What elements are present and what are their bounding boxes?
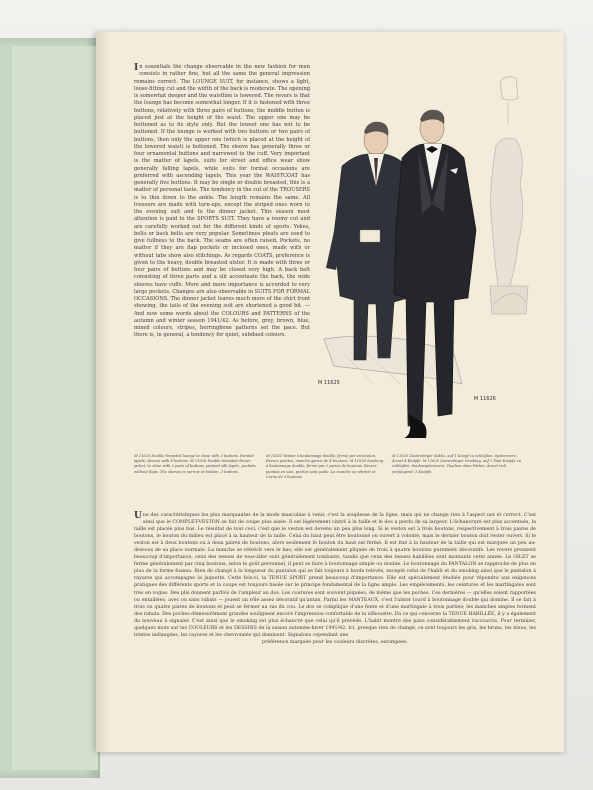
french-article-text: ne des caractéristiques les plus marquantes de la mode masculine à venir, c'est la souplesse de la ligne, mais qui ne change rien à l'aspect net et correct. C'est ainsi que le COMPLET-VESTON se fait de coupe plus aisée. Il est légèrement cintré à la taille et le dos a perdu de sa largeur. L'échancrure est plus accentuée, la taille est placée plus bas. Le résultat de tout ceci, c'est que le veston est devenu un peu plus long. Si le veston est à trois boutons, respectivement à trois paires de boutons, le bouton du milieu est placé à la hauteur de la taille. Celui du haut peut être boutonné ou ouvert à volonté, mais le dernier bouton doit rester ouvert. Si le veston est à deux boutons ou à deux paires de boutons, alors seulement le bouton du haut est fermé. Il est fixé à la hauteur de la taille qui est marquée un peu au-dessous de sa place normale. La manche se rétrécit vers le bas; elle est généralement pliquée de trois à quatre boutons purement décoratifs. Les revers prennent beaucoup d'importance; ceux des tenues de tous-aller sont généralement tombants, tandis que ceux des tenues habillées sont montants cette année. Le GILET se ferme généralement par cinq boutons; selon le goût personnel, il peut se faire à boutonnage simple ou double. Le boutonnage du PANTALON se rapproche de plus en plus de la forme fuseau. Rien de changé à la longueur du pantalon qui se fait toujours à bords relevés, excepté celui de l'habit et du smoking ainsi que le pantalon à rayures qui accompagne la jaquette. Cette fois-ci, la TENUE SPORT prend beaucoup d'importance. Elle est spécialement étudiée pour répondre aux exigences pratiques des différents sports et la coupe est toujours basée sur le principe fondamental de la ligne ample. Les empiècements, les ceintures et les martingales sont très en vogue. Des plis donnent parfois de l'ampleur au dos. Les coutures sont souvent piquées, de même que les poches. Ces dernières — qu'elles soient rapportées ou entaillées, avec ou sans rabats — jouent un rôle assez décoratif qu'antan. Parmi les MANTEAUX, c'est l'ulster lourd à boutonnage double qui domine. Il se fait à trois ou quatre paires de boutons et peut se fermer au ras du cou. Le dos se complique d'une fente et d'une martingale à trois parties; les manches amples forment des rabats. Des poches démesurément grandes soulignent encore l'impression confortable de la silhouette. En ce qui concerne la TENUE HABILLÉE, il y a également du nouveau à signaler. C'est ainsi que le smoking est plus échancré que celui qu'il précède. L'habit montre des pans considérablement raccourcis. Pour terminer, quelques mots sur les COULEURS et les DESSINS de la saison automne-hiver 1941/42. Ici, presque rien de changé, ce sont toujours les gris, les bruns, les bleus, les teintes mélangées, les rayures et les chevronnés qui dominent. Signalons cependant une xyxy=(134,513,536,638)
dropcap-u: U xyxy=(134,511,142,521)
figure-label-left: M 11625 xyxy=(318,380,340,386)
magazine-page xyxy=(96,32,564,752)
french-article-last-line: préférence marquée pour les couleurs discrètes, estompées. xyxy=(262,639,408,645)
english-article xyxy=(134,64,310,340)
dropcap-i: I xyxy=(134,63,139,73)
caption-english: M 11625 Double breasted lounge to close with 3 buttons. Pointed lapels, sleeves with 4 buttons. M 11626 Double breasted dinner jacket, to close with 2 pairs of buttons, pointed silk lapels, pockets without flaps. The sleeves is narrow at bottom, 3 buttons. xyxy=(134,454,256,474)
figure-label-right: M 11626 xyxy=(474,396,496,402)
statue-sketch xyxy=(490,77,528,314)
cover-inner-panel xyxy=(12,46,98,770)
english-article-text: n essentials the change observable in the new fashion for men consists in rather fine, but all the same the general impression remains correct. The LOUNGE SUIT, for instance, shows a light, loose-fitting cut and the width of the back is moderate. The opening is somewhat deeper and the waistline is lowered. The revers is that the lounge has become somewhat longer. If it is fastened with three buttons, relatively with three pairs of buttons, the middle button is placed just at the height of the waist. The upper one may be buttoned as to fix style only. But the lowest one has not to be buttoned. If the lounge is worked with two buttons or two pairs of buttons, then only the upper one (which is placed at the height of the lowered waist) is buttoned. The sleeve has generally three or four ornamental buttons and narrowed to the cuff. Very important is the matter of lapels, suits for street and office wear show generally falling lapels, while suits for formal occasions are preferred with ascending lapels. This year the WAISTCOAT has generally five buttons. It may be single or double breasted, this is a matter of personal taste. The tendency in the cut of the TROUSERS is to thin down to the ankle. The length remains the same. All trousers are made with turn-ups, except the striped ones worn to the evening suit and to the dinner jacket. This season most attention is paid to the SPORTS SUIT. They have a roomy cut and are carefully worked out for the different kinds of sports. Yokes, belts or back belts are very popular. Sometimes pleats are used to give fullness to the back. The seams are often raised. Pockets, no matter if they are flap pockets or inclosed ones, made with or without tabs show also stitchings. As regards COATS, preference is given to the heavy, double breasted ulster. It is made with three or four pairs of buttons and may be closed very high. A back belt consisting of three parts and a slit accentuate the back, the wide sleeves have cuffs. More and more importance is accorded to very large pockets. Changes are also observable in SUITS FOR FORMAL OCCASIONS. The dinner jacket leaves much more of the shirt front showing, the tails of the evening suit are shortened a good bit. — And now some words about the COLOURS and PATTERNS of the autumn and winter season 1941/42. As before, grey, brown, blue, mixed colours, stripes, herringbone patterns set the pace. But there is, in general, a tendency for quiet, subdued colours. xyxy=(134,64,310,339)
fashion-illustration xyxy=(304,54,550,454)
caption-french: M 11625 Veston à boutonnage double, fermé par un bouton. Revers pointus, manche garnie de 4 boutons. M 11626 Smoking à boutonnage double, fermé par 2 paires de boutons. Revers pointus en soie, poches sans patte. La manche se rétrécit et s'orne de 3 boutons. xyxy=(266,454,384,479)
caption-german: M 11625 Zweireihiger Sakko, auf 1 Knopf zu schließen. Spitzrevers. Ärmel 4 Knöpfe. M 11626 Zweireihiger Smoking, auf 2 Paar Knöpfe zu schließen. Seidenspitzrevers, Taschen ohne Patten. Ärmel sich verjüngend, 3 Knöpfe. xyxy=(392,454,522,474)
french-article xyxy=(134,512,536,646)
figure-dinner-jacket xyxy=(394,110,476,438)
page-gutter-shadow xyxy=(96,32,110,752)
